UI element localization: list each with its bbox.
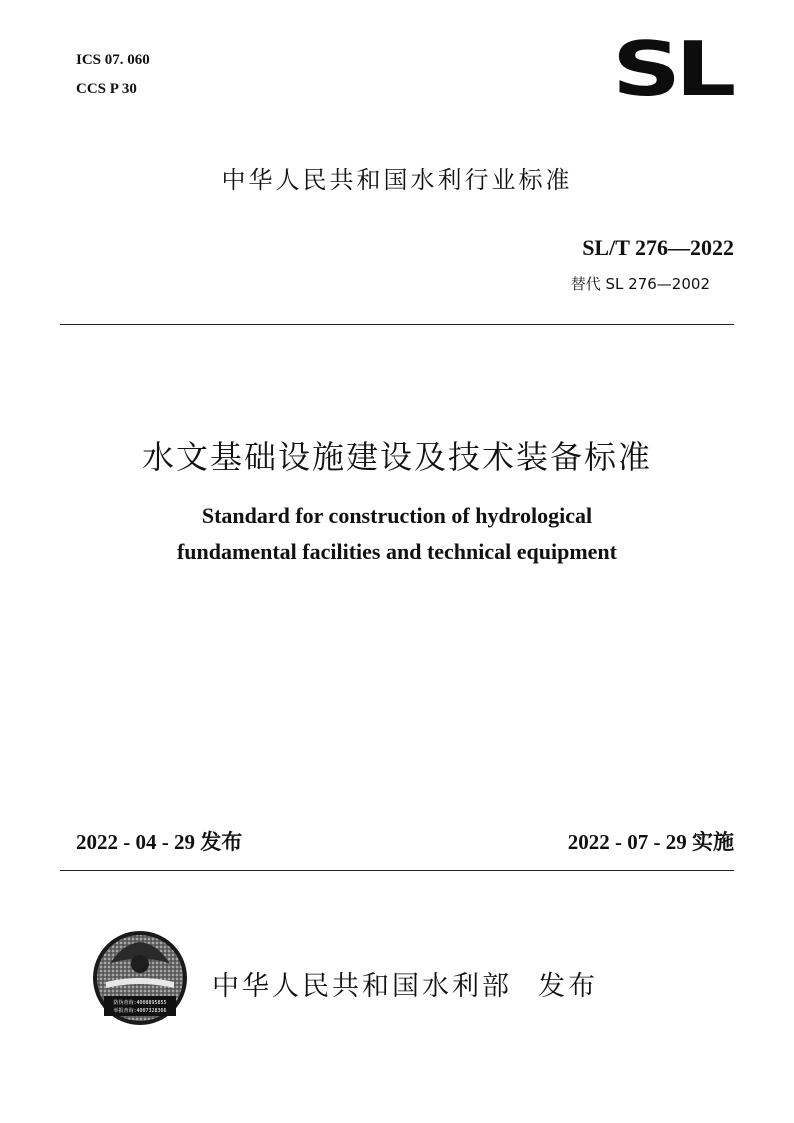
classification-codes <box>76 46 150 104</box>
issue-date-label: 发布 <box>200 830 243 854</box>
issue-date <box>76 826 242 856</box>
title-english-line-2: fundamental facilities and technical equipment <box>176 539 617 564</box>
title-english <box>0 498 794 570</box>
implementation-date <box>568 826 734 856</box>
replaces-standard: 替代 SL 276—2002 <box>570 275 710 293</box>
industry-standard-heading: 中华人民共和国水利行业标准 <box>221 166 573 194</box>
publisher-name: 中华人民共和国水利部 <box>212 971 512 1002</box>
anti-counterfeit-seal <box>92 930 188 1026</box>
standard-number: SL/T 276—2022 <box>582 235 734 260</box>
title-english-line-1: Standard for construction of hydrological <box>201 503 593 528</box>
implementation-date-value: 2022 - 07 - 29 <box>567 830 687 854</box>
implementation-date-label: 实施 <box>692 830 734 854</box>
bottom-divider <box>60 870 734 871</box>
seal-line-1: 防伪查询:4008895855 <box>113 1000 167 1006</box>
ccs-code: CCS P 30 <box>76 81 137 97</box>
ics-code: ICS 07. 060 <box>76 52 150 68</box>
sl-logo: SL <box>612 25 731 113</box>
top-divider <box>60 324 734 325</box>
publisher <box>212 964 598 1003</box>
seal-line-2: 举报查询:4007328366 <box>113 1008 167 1014</box>
title-chinese: 水文基础设施建设及技术装备标准 <box>141 438 652 476</box>
issue-date-value: 2022 - 04 - 29 <box>76 830 195 854</box>
publisher-label: 发布 <box>538 971 598 1002</box>
